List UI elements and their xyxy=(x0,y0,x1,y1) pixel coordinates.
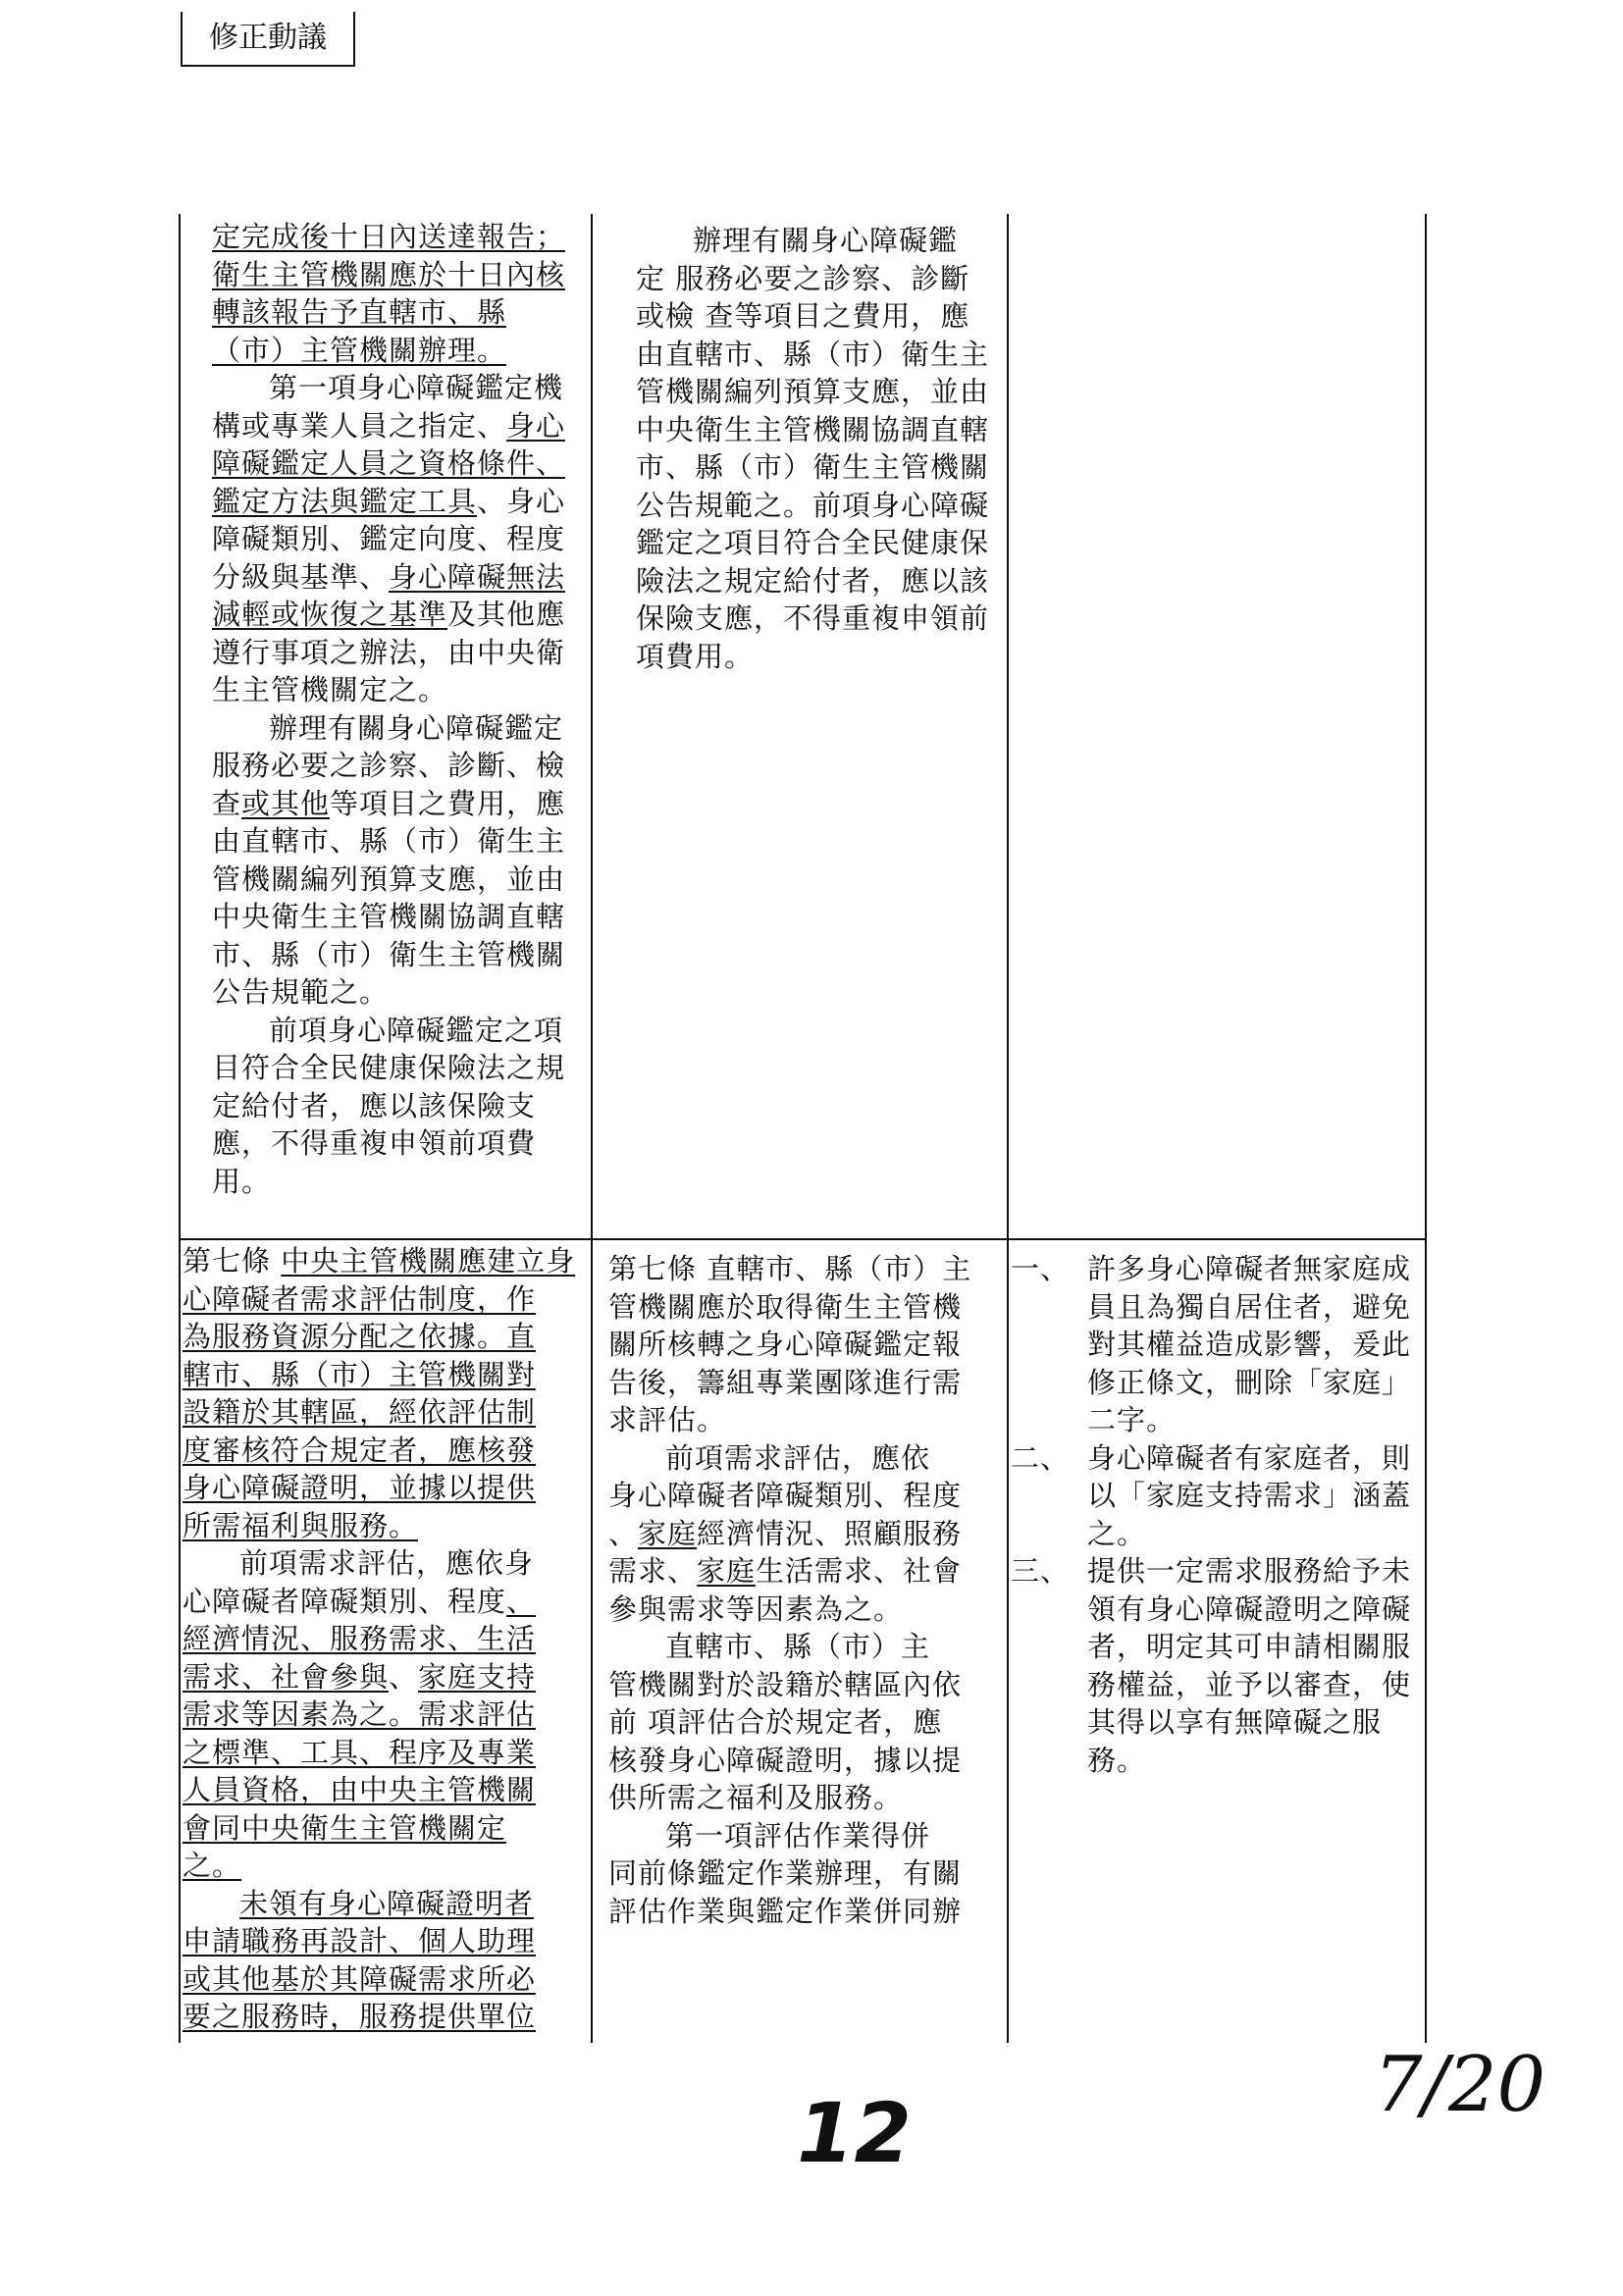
underlined-text: 家庭 xyxy=(638,1516,698,1550)
text-segment: 險法之規定給付者，應以該 xyxy=(636,563,990,598)
text-segment: 第一項評估作業得併 xyxy=(665,1818,931,1852)
text-segment: 生活需求、社會 xyxy=(756,1554,963,1588)
underlined-text: 中央主管機關應建立身 xyxy=(281,1244,576,1278)
text-segment: 第七條 xyxy=(183,1244,282,1278)
text-line xyxy=(636,373,1001,411)
underlined-text: 需求、社會參與 xyxy=(183,1659,390,1694)
text-line xyxy=(212,898,577,936)
text-line xyxy=(183,1998,577,2036)
text-line xyxy=(183,1280,577,1319)
text-segment: 保險支應，不得重複申領前 xyxy=(636,601,990,635)
text-segment: 或檢 查等項目之費用，應 xyxy=(636,299,970,333)
text-segment: 中央衛生主管機關協調直轄 xyxy=(636,412,990,446)
underlined-text: （市）主管機關辦理。 xyxy=(212,333,507,367)
explanation-item xyxy=(1011,1439,1411,1553)
row-divider xyxy=(179,1238,1427,1240)
text-line xyxy=(183,1393,577,1432)
text-line xyxy=(212,1124,577,1163)
text-line xyxy=(212,785,577,823)
text-line xyxy=(212,483,577,521)
table-border-left xyxy=(179,214,181,2043)
text-segment: 關所核轉之身心障礙鑑定報 xyxy=(608,1328,963,1361)
text-segment: 鑑定之項目符合全民健康保 xyxy=(636,526,990,559)
text-segment: 前 項評估合於規定者，應 xyxy=(608,1705,943,1739)
underlined-text: 經濟情況、服務需求、生活 xyxy=(183,1622,537,1655)
underlined-text: 度審核符合規定者，應核發 xyxy=(183,1433,537,1467)
underlined-text: 鑑定方法與鑑定工具 xyxy=(212,484,478,518)
text-segment: 公告規範之。前項身心障礙 xyxy=(636,488,990,522)
table-divider-1 xyxy=(591,214,593,2043)
text-line xyxy=(636,260,1001,298)
text-line xyxy=(636,524,1001,562)
row2-original-text xyxy=(608,1250,1001,1930)
item-text: 提供一定需求服務給予未領有身心障礙證明之障礙者，明定其可申請相關服務權益，並予以審查，使其得以享有無障礙之服務。 xyxy=(1087,1554,1412,1777)
underlined-text: 身心障礙無法 xyxy=(389,559,566,594)
text-line xyxy=(212,1087,577,1125)
text-segment: 市、縣（市）衛生主管機關 xyxy=(636,450,990,484)
underlined-text: 設籍於其轄區，經依評估制 xyxy=(183,1395,537,1429)
text-line xyxy=(636,448,1001,487)
underlined-text: 轉該報告予直轄市、縣 xyxy=(212,295,507,329)
text-segment: 、身心 xyxy=(477,484,566,518)
text-segment: 求評估。 xyxy=(608,1403,727,1436)
underlined-text: 人員資格，由中央主管機關 xyxy=(183,1773,537,1806)
text-segment: 定給付者，應以該保險支 xyxy=(212,1088,537,1122)
text-segment: 管機關對於設籍於轄區內依 xyxy=(608,1667,963,1701)
text-line xyxy=(183,1734,577,1772)
underlined-text: 身心障礙證明，並據以提供 xyxy=(183,1471,537,1504)
underlined-text: 為服務資源分配之依據。直 xyxy=(183,1320,537,1353)
underlined-text: 申請職務再設計、個人助理 xyxy=(183,1924,537,1957)
text-line xyxy=(608,1591,1001,1629)
underlined-text: 所需福利與服務。 xyxy=(183,1508,419,1542)
underlined-text: 或其他 xyxy=(241,786,331,820)
text-line xyxy=(212,1049,577,1087)
text-line xyxy=(608,1364,1001,1402)
text-segment: 等項目之費用，應 xyxy=(330,786,566,820)
underlined-text: 家庭支持 xyxy=(418,1659,537,1694)
text-line xyxy=(608,1401,1001,1439)
row1-original-text xyxy=(636,222,1001,675)
text-segment: 直轄市、縣（市）主 xyxy=(665,1630,931,1663)
text-segment: 服務必要之診察、診斷、檢 xyxy=(212,749,566,782)
explanation-item xyxy=(1011,1250,1411,1439)
text-line xyxy=(183,1318,577,1356)
text-segment: 辦理有關身心障礙鑑定 xyxy=(269,710,564,745)
text-segment: 構或專業人員之指定、 xyxy=(212,408,507,443)
text-segment: 定 服務必要之診察、診斷 xyxy=(636,261,970,295)
text-line xyxy=(636,336,1001,374)
underlined-text: 需求等因素為之。需求評估 xyxy=(183,1697,537,1731)
text-line xyxy=(212,596,577,634)
text-line xyxy=(212,332,577,370)
text-line xyxy=(183,1620,577,1658)
text-segment: 前項需求評估，應依身 xyxy=(239,1546,535,1580)
underlined-text: 之標準、工具、程序及專業 xyxy=(183,1735,537,1769)
text-line xyxy=(608,1742,1001,1780)
page-fraction: 7/20 xyxy=(1374,2041,1546,2129)
text-segment: 市、縣（市）衛生主管機關 xyxy=(212,937,566,971)
text-segment: 用。 xyxy=(212,1164,272,1198)
text-line xyxy=(636,487,1001,525)
text-segment: 參與需求等因素為之。 xyxy=(608,1592,904,1626)
text-segment: 中央衛生主管機關協調直轄 xyxy=(212,900,566,933)
underlined-text: 定完成後十日內送達報告； xyxy=(212,220,566,253)
text-line xyxy=(212,973,577,1012)
text-segment: 查 xyxy=(212,786,242,820)
underlined-text: 身心 xyxy=(506,408,566,443)
text-line xyxy=(212,520,577,558)
text-line xyxy=(608,1552,1001,1591)
text-line xyxy=(608,1288,1001,1327)
text-segment: 前項需求評估，應依 xyxy=(665,1440,931,1475)
text-line xyxy=(608,1477,1001,1515)
text-line xyxy=(183,1696,577,1734)
text-segment: 第一項身心障礙鑑定機 xyxy=(269,371,564,404)
page-number: 12 xyxy=(797,2085,912,2181)
table-border-right xyxy=(1425,214,1427,2043)
text-line xyxy=(636,638,1001,676)
text-line xyxy=(212,671,577,709)
text-line xyxy=(212,444,577,483)
text-segment: 生主管機關定之。 xyxy=(212,673,448,706)
row1-amended-text xyxy=(212,218,577,1200)
text-segment: 、 xyxy=(608,1516,639,1550)
row2-amended-text xyxy=(183,1242,577,2036)
underlined-text: 會同中央衛生主管機關定 xyxy=(183,1810,507,1845)
text-line xyxy=(212,407,577,445)
text-segment: 經濟情況、照顧服務 xyxy=(697,1516,963,1550)
underlined-text: 、 xyxy=(506,1584,537,1618)
item-text: 許多身心障礙者無家庭成員且為獨自居住者，避免對其權益造成影響，爰此修正條文，刪除「家庭」二字。 xyxy=(1087,1252,1412,1436)
text-line xyxy=(183,1771,577,1809)
text-line xyxy=(636,411,1001,449)
text-line xyxy=(608,1439,1001,1478)
text-line xyxy=(183,1658,577,1696)
underlined-text: 要之服務時，服務提供單位 xyxy=(183,2000,537,2033)
text-segment: 由直轄市、縣（市）衛生主 xyxy=(212,824,566,858)
underlined-text: 減輕或恢復之基準 xyxy=(212,598,448,631)
item-text: 身心障礙者有家庭者，則以「家庭支持需求」涵蓋之。 xyxy=(1087,1440,1412,1550)
text-line xyxy=(636,562,1001,600)
text-line xyxy=(183,1922,577,1960)
text-line xyxy=(212,1012,577,1050)
text-line xyxy=(212,293,577,332)
text-segment: 供所需之福利及服務。 xyxy=(608,1781,904,1814)
text-segment: 、 xyxy=(389,1659,419,1694)
text-line xyxy=(608,1326,1001,1364)
text-line xyxy=(212,218,577,256)
text-line xyxy=(608,1854,1001,1893)
text-line xyxy=(608,1515,1001,1553)
text-line xyxy=(183,1885,577,1923)
text-segment: 第七條 直轄市、縣（市）主 xyxy=(608,1252,972,1285)
text-line xyxy=(212,822,577,861)
text-segment: 辦理有關身心障礙鑑 xyxy=(693,224,959,257)
text-line xyxy=(212,936,577,974)
amendment-label: 修正動議 xyxy=(181,12,355,67)
underlined-text: 轄市、縣（市）主管機關對 xyxy=(183,1357,537,1391)
explanation-item xyxy=(1011,1552,1411,1779)
underlined-text: 或其他基於其障礙需求所必 xyxy=(183,1961,537,1996)
text-line xyxy=(212,256,577,294)
text-segment: 身心障礙者障礙類別、程度 xyxy=(608,1479,963,1512)
text-segment: 分級與基準、 xyxy=(212,559,390,594)
text-line xyxy=(183,1242,577,1280)
text-line xyxy=(183,1432,577,1470)
text-segment: 同前條鑑定作業辦理，有關 xyxy=(608,1856,963,1890)
text-line xyxy=(636,297,1001,336)
underlined-text: 心障礙者需求評估制度，作 xyxy=(183,1281,537,1316)
underlined-text: 未領有身心障礙證明者 xyxy=(239,1886,535,1920)
text-segment: 告後，籌組專業團隊進行需 xyxy=(608,1365,963,1399)
item-number: 三、 xyxy=(1011,1554,1071,1588)
text-line xyxy=(608,1779,1001,1817)
text-segment: 管機關編列預算支應，並由 xyxy=(212,861,566,896)
text-segment: 前項身心障礙鑑定之項 xyxy=(269,1013,564,1047)
text-segment: 障礙類別、鑑定向度、程度 xyxy=(212,522,566,555)
underlined-text: 障礙鑑定人員之資格條件、 xyxy=(212,446,566,480)
text-segment: 由直轄市、縣（市）衛生主 xyxy=(636,337,990,371)
text-segment: 核發身心障礙證明，據以提 xyxy=(608,1743,963,1777)
text-line xyxy=(212,709,577,748)
text-line xyxy=(212,369,577,407)
text-line xyxy=(183,1960,577,1999)
text-segment: 應，不得重複申領前項費 xyxy=(212,1126,537,1160)
text-line xyxy=(183,1809,577,1848)
text-segment: 及其他應 xyxy=(447,598,566,631)
text-line xyxy=(183,1544,577,1583)
text-line xyxy=(608,1703,1001,1742)
text-segment: 遵行事項之辦法，由中央衛 xyxy=(212,635,566,669)
table-divider-2 xyxy=(1007,214,1009,2043)
text-line xyxy=(608,1893,1001,1931)
text-line xyxy=(183,1583,577,1621)
text-line xyxy=(636,222,1001,260)
text-line xyxy=(608,1628,1001,1666)
text-segment: 目符合全民健康保險法之規 xyxy=(212,1051,566,1084)
text-line xyxy=(212,634,577,672)
text-segment: 管機關編列預算支應，並由 xyxy=(636,375,990,408)
text-segment: 評估作業與鑑定作業併同辦 xyxy=(608,1894,963,1928)
underlined-text: 衛生主管機關應於十日內核 xyxy=(212,257,566,291)
text-line xyxy=(183,1507,577,1545)
text-line xyxy=(183,1847,577,1885)
text-line xyxy=(608,1250,1001,1288)
item-number: 二、 xyxy=(1011,1440,1071,1475)
text-line xyxy=(608,1666,1001,1704)
text-line xyxy=(212,747,577,785)
text-line xyxy=(212,1163,577,1201)
text-line xyxy=(212,861,577,899)
item-number: 一、 xyxy=(1011,1252,1071,1285)
text-line xyxy=(636,600,1001,638)
underlined-text: 之。 xyxy=(183,1849,242,1882)
text-segment: 心障礙者障礙類別、程度 xyxy=(183,1584,507,1618)
text-segment: 公告規範之。 xyxy=(212,975,390,1009)
text-segment: 需求、 xyxy=(608,1554,698,1588)
text-line xyxy=(212,558,577,597)
text-segment: 管機關應於取得衛生主管機 xyxy=(608,1289,963,1324)
text-segment: 項費用。 xyxy=(636,639,755,673)
text-line xyxy=(183,1469,577,1507)
text-line xyxy=(608,1817,1001,1855)
underlined-text: 家庭 xyxy=(697,1554,757,1588)
text-line xyxy=(183,1356,577,1394)
row2-explanation xyxy=(1011,1250,1411,1779)
